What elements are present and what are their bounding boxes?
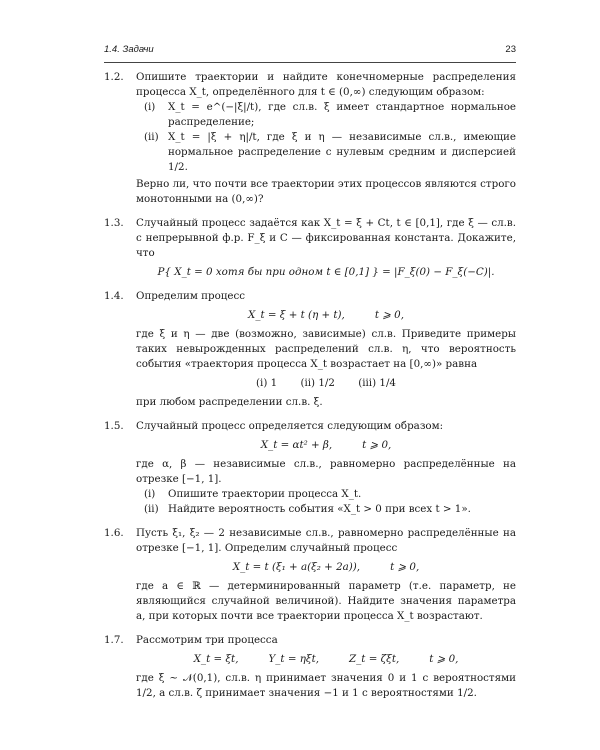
page-number: 23 xyxy=(505,44,516,55)
subitem-text: Найдите вероятность события «X_t > 0 при всех t > 1». xyxy=(168,503,471,515)
subitem-ii xyxy=(144,130,516,175)
display-formula xyxy=(136,438,516,453)
problems-list xyxy=(104,70,516,710)
formula-condition: t ⩾ 0, xyxy=(390,561,420,573)
formula-y: Y_t = ηξt, xyxy=(268,653,319,665)
formula-condition: t ⩾ 0, xyxy=(362,439,392,451)
subitem-label: (i) xyxy=(144,101,156,113)
section-title: 1.4. Задачи xyxy=(104,44,154,55)
problem-question: Верно ли, что почти все траектории этих процессов являются строго монотонными на (0,∞)? xyxy=(136,178,516,205)
display-formula xyxy=(136,308,516,323)
problem-text: Определим процесс xyxy=(136,290,246,302)
problem-1-7 xyxy=(104,633,516,701)
subitem-i xyxy=(144,487,516,502)
display-formula xyxy=(136,560,516,575)
problem-number: 1.2. xyxy=(104,71,124,83)
subitem-text: X_t = |ξ + η|/t, где ξ и η — независимые сл.в., имеющие нормальное распределение с нулевым средним и дисперсией 1/2. xyxy=(168,131,516,173)
subitem-i xyxy=(144,100,516,130)
formula-condition: t ⩾ 0, xyxy=(429,653,459,665)
problem-text-continued: где ξ и η — две (возможно, зависимые) сл.в. Приведите примеры таких невырожденных распределений сл.в. η, что вероятность события «траектория процесса X_t возрастает на [0,∞)» равна xyxy=(136,328,516,370)
problem-text-continued: где ξ ∼ 𝒩(0,1), сл.в. η принимает значения 0 и 1 с вероятностями 1/2, а сл.в. ζ принимает значения −1 и 1 с вероятностями 1/2. xyxy=(136,672,516,699)
answer-options xyxy=(136,376,516,391)
option-i: (i) 1 xyxy=(256,377,278,389)
formula-body: X_t = ξ + t (η + t), xyxy=(248,309,345,321)
problem-1-6 xyxy=(104,526,516,624)
formula-x: X_t = ξt, xyxy=(193,653,239,665)
problem-1-3 xyxy=(104,216,516,280)
option-ii: (ii) 1/2 xyxy=(300,377,335,389)
problem-text-continued: где a ∈ ℝ — детерминированный параметр (т.е. параметр, не являющийся случайной величиной). Найдите значения параметра a, при которых почти все траектории процесса X_t возрастают. xyxy=(136,580,516,622)
problem-1-4 xyxy=(104,289,516,410)
problem-1-2 xyxy=(104,70,516,207)
problem-text: Случайный процесс задаётся как X_t = ξ + Ct, t ∈ [0,1], где ξ — сл.в. с непрерывной ф.р. F_ξ и C — фиксированная константа. Докажите, что xyxy=(136,217,516,259)
problem-number: 1.5. xyxy=(104,420,124,432)
problem-number: 1.7. xyxy=(104,634,124,646)
problem-number: 1.3. xyxy=(104,217,124,229)
subitem-label: (i) xyxy=(144,488,156,500)
display-formula: P{ X_t = 0 хотя бы при одном t ∈ [0,1] } = |F_ξ(0) − F_ξ(−C)|. xyxy=(157,266,495,278)
problem-number: 1.4. xyxy=(104,290,124,302)
display-formula xyxy=(136,652,516,667)
header-rule xyxy=(104,62,516,63)
subitem-ii xyxy=(144,502,516,517)
formula-body: X_t = t (ξ₁ + a(ξ₂ + 2a)), xyxy=(232,561,361,573)
subitem-label: (ii) xyxy=(144,503,159,515)
problem-text: Пусть ξ₁, ξ₂ — 2 независимые сл.в., равномерно распределённые на отрезке [−1, 1]. Определим случайный процесс xyxy=(136,527,516,554)
subitem-label: (ii) xyxy=(144,131,159,143)
problem-text: Опишите траектории и найдите конечномерные распределения процесса X_t, определённого для t ∈ (0,∞) следующим образом: xyxy=(136,71,516,98)
formula-condition: t ⩾ 0, xyxy=(374,309,404,321)
subitem-text: X_t = e^(−|ξ|/t), где сл.в. ξ имеет стандартное нормальное распределение; xyxy=(168,101,516,128)
problem-number: 1.6. xyxy=(104,527,124,539)
problem-1-5 xyxy=(104,419,516,517)
option-iii: (iii) 1/4 xyxy=(358,377,396,389)
problem-text: Случайный процесс определяется следующим образом: xyxy=(136,420,444,432)
problem-text-end: при любом распределении сл.в. ξ. xyxy=(136,396,323,408)
formula-z: Z_t = ζξt, xyxy=(348,653,400,665)
formula-body: X_t = αt² + β, xyxy=(260,439,333,451)
problem-text-continued: где α, β — независимые сл.в., равномерно распределённые на отрезке [−1, 1]. xyxy=(136,458,516,485)
problem-text: Рассмотрим три процесса xyxy=(136,634,278,646)
subitem-text: Опишите траектории процесса X_t. xyxy=(168,488,362,500)
